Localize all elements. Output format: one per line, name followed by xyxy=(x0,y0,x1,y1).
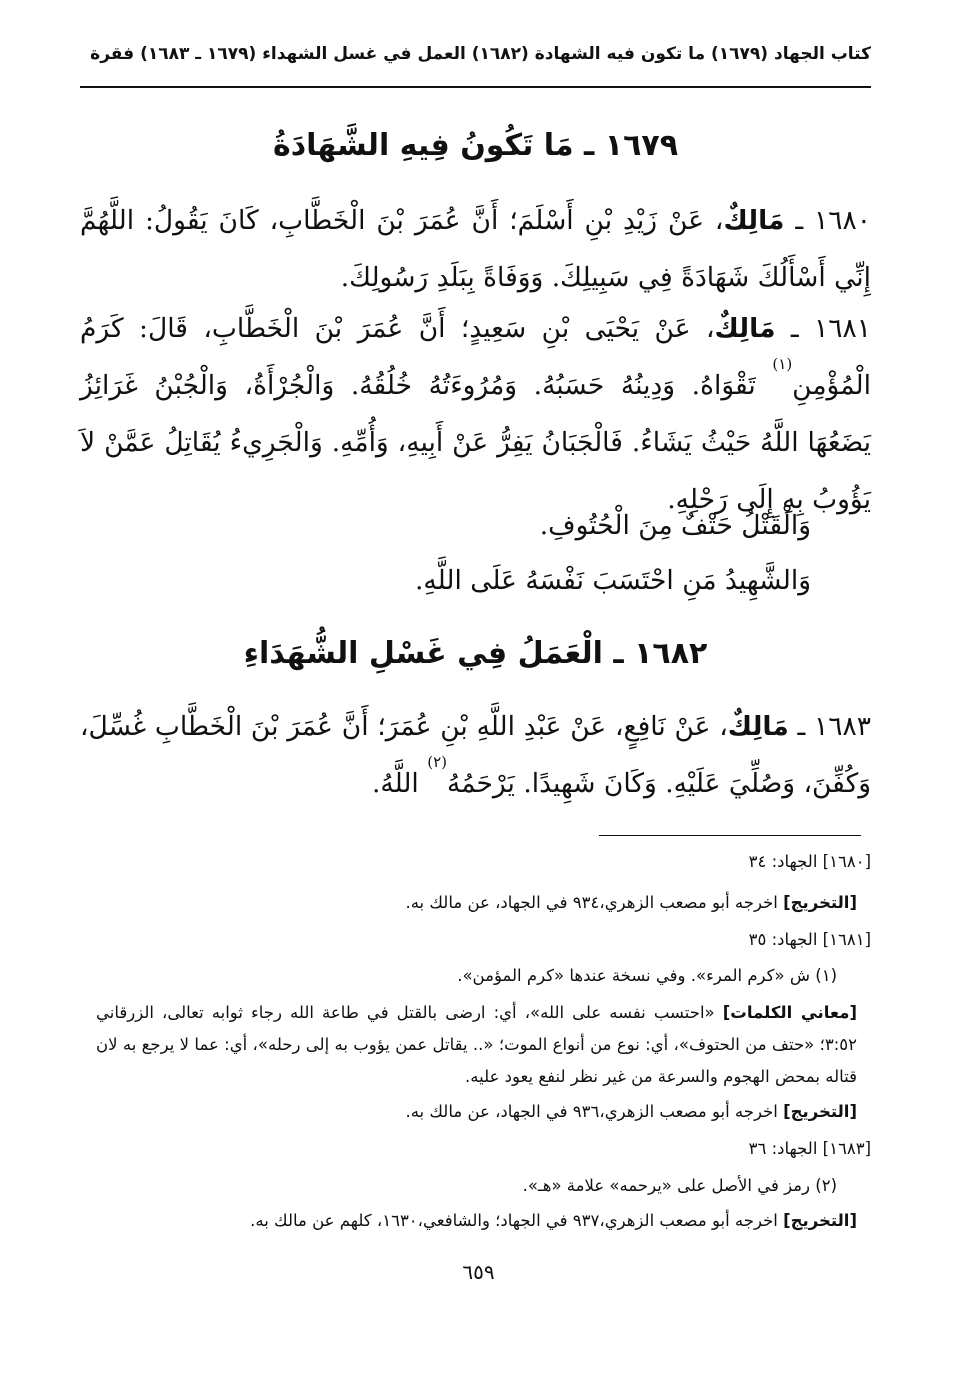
hadith-1683 xyxy=(80,698,871,812)
takhrij-1683 xyxy=(80,1211,857,1230)
footnote-ref-1680: [١٦٨٠] الجهاد: ٣٤ xyxy=(748,852,871,871)
hadith-number: ١٦٨٠ ـ xyxy=(784,205,871,236)
hadith-number: ١٦٨٣ ـ xyxy=(788,711,871,742)
header-rule xyxy=(80,86,871,88)
takhrij-1680 xyxy=(80,893,857,912)
hadith-text: ، عَنْ يَحْيَى بْنِ سَعِيدٍ؛ أَنَّ عُمَرَ بْنَ الْخَطَّابِ، قَالَ: كَرَمُ الْمُؤْمِنِ xyxy=(80,313,871,401)
verse-line-1: وَالْقَتْلُ حَتْفٌ مِنَ الْحُتُوفِ. xyxy=(539,510,811,541)
takhrij-1681 xyxy=(80,1102,857,1121)
hadith-1681 xyxy=(80,300,871,528)
takhrij-label: [التخريج] xyxy=(783,893,857,912)
hadith-text: ، عَنْ نَافِعٍ، عَنْ عَبْدِ اللَّهِ بْنِ عُمَرَ؛ أَنَّ عُمَرَ بْنَ الْخَطَّابِ غُسِّلَ، وَكُفِّنَ، وَصُلِّيَ عَلَيْهِ. وَكَانَ شَهِيدًا. يَرْحَمُهُ xyxy=(80,711,871,799)
meanings-label: [معاني الكلمات] xyxy=(722,1003,857,1022)
footnote-marker[interactable]: (٢) xyxy=(427,753,447,771)
chapter-title-1682: ١٦٨٢ ـ الْعَمَلُ فِي غَسْلِ الشُّهَدَاءِ xyxy=(243,636,708,671)
hadith-text-cont: تَقْوَاهُ. وَدِينُهُ حَسَبُهُ. وَمُرُوءَتُهُ خُلُقُهُ. وَالْجُرْأَةُ، وَالْجُبْنُ غَرَائِزُ يَضَعُهَا اللَّهُ حَيْثُ يَشَاءُ. فَالْجَبَانُ يَفِرُّ عَنْ أَبِيهِ، وَأُمِّهِ. وَالْجَرِيءُ يُقَاتِلُ عَمَّنْ لاَ يَؤُوبُ بِهِ إِلَى رَحْلِهِ. xyxy=(80,370,871,515)
hadith-text: ، عَنْ زَيْدِ بْنِ أَسْلَمَ؛ أَنَّ عُمَرَ بْنَ الْخَطَّابِ، كَانَ يَقُولُ: اللَّهُمَّ إِنِّي أَسْأَلُكَ شَهَادَةً فِي سَبِيلِكَ. وَوَفَاةً بِبَلَدِ رَسُولِكَ. xyxy=(80,205,871,293)
footnote-separator xyxy=(599,835,861,836)
footnote-marker[interactable]: (١) xyxy=(772,355,793,373)
verse-line-2: وَالشَّهِيدُ مَنِ احْتَسَبَ نَفْسَهُ عَلَى اللَّهِ. xyxy=(414,565,811,596)
takhrij-label: [التخريج] xyxy=(783,1211,857,1230)
takhrij-text: اخرجه أبو مصعب الزهري،٩٣٧ في الجهاد؛ والشافعي،١٦٣٠، كلهم عن مالك به. xyxy=(250,1211,784,1230)
takhrij-text: اخرجه أبو مصعب الزهري،٩٣٦ في الجهاد، عن مالك به. xyxy=(405,1102,784,1121)
hadith-text-cont: اللَّهُ. xyxy=(371,768,428,799)
meanings-text: «احتسب نفسه على الله»، أي: ارضى بالقتل في طاعة الله رجاء ثوابه تعالى، الزرقاني ٣:٥٢؛ «حتف من الحتوف»، أي: نوع من أنواع الموت؛ «.. يقاتل عمن يؤوب به إلى رحله»، أي: عما لا يرجع به لان قتاله بمحض الهجوم والسرعة من غير نظر لنفع يعود عليه. xyxy=(96,1003,857,1086)
footnote-ref-1681: [١٦٨١] الجهاد: ٣٥ xyxy=(748,930,871,949)
footnote-ref-1683: [١٦٨٣] الجهاد: ٣٦ xyxy=(748,1139,871,1158)
footnote-note-2: (٢) رمز في الأصل على «يرحمه» علامة «هـ». xyxy=(522,1176,837,1195)
running-header: كتاب الجهاد (١٦٧٩) ما تكون فيه الشهادة (١٦٨٢) العمل في غسل الشهداء (١٦٧٩ ـ ١٦٨٣) فقرة xyxy=(90,44,871,64)
narrator-name: مَالِكٌ xyxy=(723,205,785,236)
narrator-name: مَالِكٌ xyxy=(714,313,776,344)
hadith-number: ١٦٨١ ـ xyxy=(775,313,871,344)
footnote-note-1: (١) ش «كرم المرء». وفي نسخة عندها «كرم المؤمن». xyxy=(457,966,837,985)
takhrij-text: اخرجه أبو مصعب الزهري،٩٣٤ في الجهاد، عن مالك به. xyxy=(405,893,784,912)
word-meanings-1681 xyxy=(96,997,857,1093)
page-number: ٦٥٩ xyxy=(462,1260,495,1284)
takhrij-label: [التخريج] xyxy=(783,1102,857,1121)
hadith-1680 xyxy=(80,192,871,306)
narrator-name: مَالِكٌ xyxy=(727,711,789,742)
chapter-title-1679: ١٦٧٩ ـ مَا تَكُونُ فِيهِ الشَّهَادَةُ xyxy=(272,128,679,163)
